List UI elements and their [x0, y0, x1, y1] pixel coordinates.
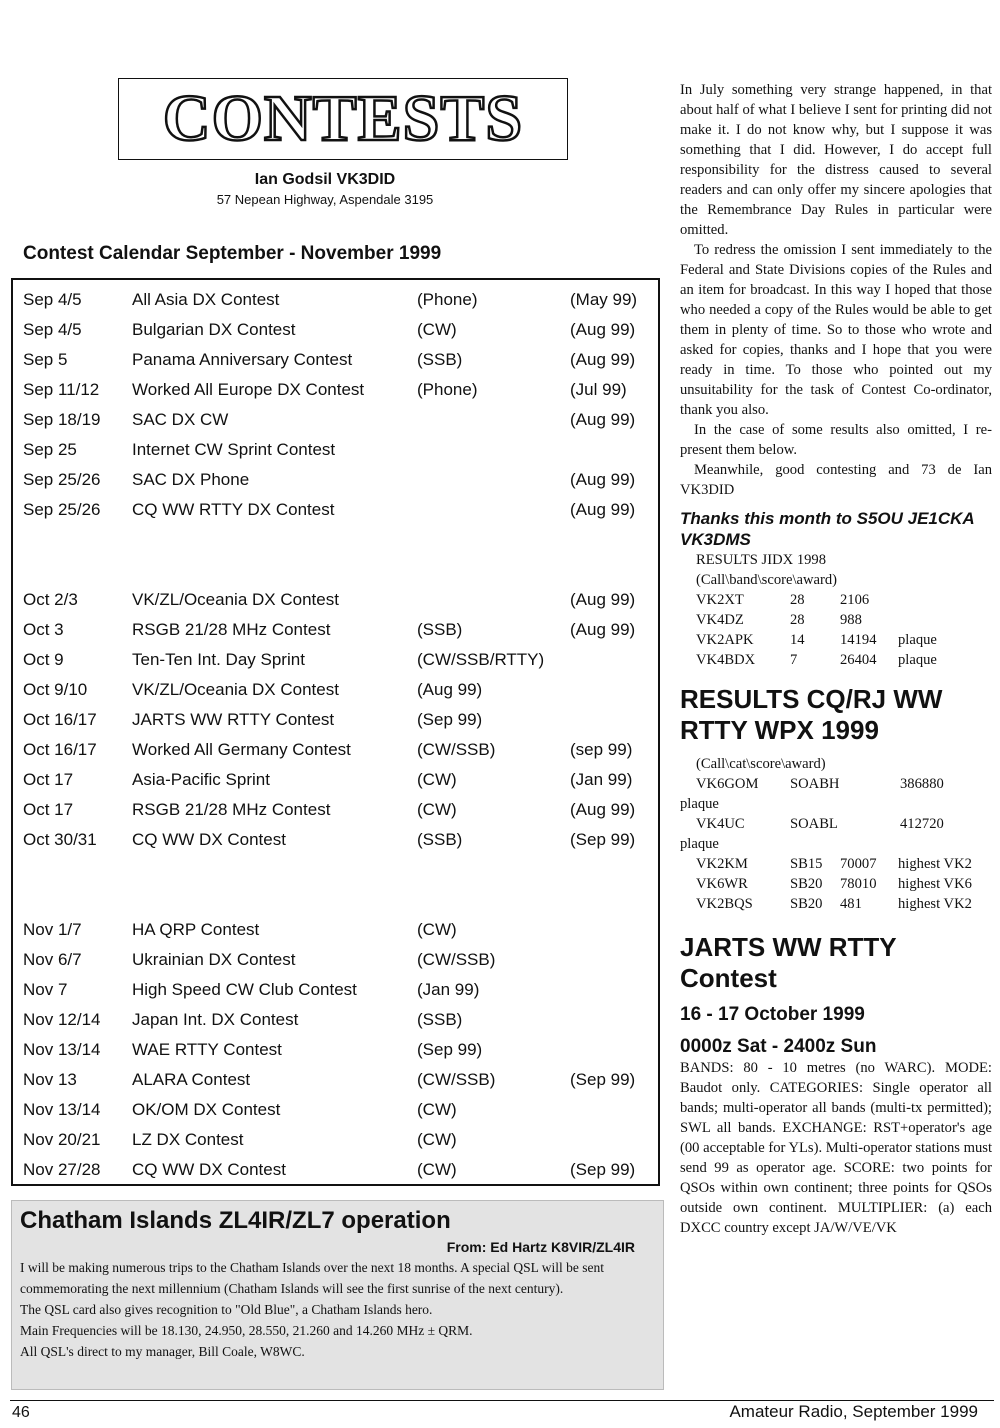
result-call: VK6GOM — [696, 776, 759, 792]
contest-reference: (Aug 99) — [570, 410, 636, 429]
contest-reference: (Sep 99) — [570, 1160, 636, 1179]
contest-date: Nov 13 — [23, 1070, 77, 1089]
table-row — [13, 440, 658, 466]
contest-name: Worked All Germany Contest — [132, 740, 351, 759]
contest-date: Nov 13/14 — [23, 1040, 101, 1059]
jidx-results — [680, 590, 992, 670]
table-row — [13, 770, 658, 796]
jidx-header: (Call\band\score\award) — [696, 572, 838, 588]
list-item — [680, 894, 992, 914]
cqrj-results-highest — [680, 854, 992, 914]
result-call: VK2APK — [696, 632, 754, 648]
contest-date: Oct 9/10 — [23, 680, 88, 699]
contest-reference: (Aug 99) — [570, 590, 636, 609]
page-number: 46 — [12, 1404, 30, 1421]
result-score: 2106 — [840, 592, 870, 608]
contest-name: OK/OM DX Contest — [132, 1100, 281, 1119]
result-score: 14194 — [840, 632, 877, 648]
contest-date: Sep 25/26 — [23, 500, 101, 519]
table-row — [13, 680, 658, 706]
contest-name: Internet CW Sprint Contest — [132, 440, 336, 459]
contest-reference: (Jan 99) — [570, 770, 633, 789]
author-name: Ian Godsil VK3DID — [254, 171, 396, 188]
thanks-heading: Thanks this month to S5OU JE1CKA VK3DMS — [680, 509, 975, 549]
jarts-date: 16 - 17 October 1999 — [680, 1004, 865, 1025]
contest-reference: (Aug 99) — [570, 320, 636, 339]
table-row — [13, 1100, 658, 1126]
contest-date: Oct 2/3 — [23, 590, 78, 609]
contest-date: Oct 9 — [23, 650, 64, 669]
contest-mode: (CW) — [417, 800, 457, 819]
result-award: plaque — [680, 796, 719, 812]
contests-logo — [118, 78, 568, 160]
contest-name: CQ WW DX Contest — [132, 1160, 286, 1179]
paragraph-3: In the case of some results also omitted, I re-present them below. — [680, 422, 992, 458]
contest-mode: (CW) — [417, 770, 457, 789]
table-row — [13, 290, 658, 316]
result-score: 26404 — [840, 652, 877, 668]
table-row — [13, 320, 658, 346]
contest-date: Oct 30/31 — [23, 830, 97, 849]
footer-rule — [10, 1400, 994, 1401]
contest-date: Oct 16/17 — [23, 710, 97, 729]
result-call: VK6WR — [696, 876, 748, 892]
contest-reference: (sep 99) — [570, 740, 633, 759]
chatham-from: From: Ed Hartz K8VIR/ZL4IR — [446, 1239, 635, 1255]
contest-reference: (Aug 99) — [570, 800, 636, 819]
result-cat: SB15 — [790, 856, 823, 872]
table-row — [13, 920, 658, 946]
result-call: VK4DZ — [696, 612, 744, 628]
author-address: 57 Nepean Highway, Aspendale 3195 — [216, 192, 434, 207]
table-row — [13, 1040, 658, 1066]
contest-name: JARTS WW RTTY Contest — [132, 710, 335, 729]
table-row — [13, 620, 658, 646]
cqrj-title: RESULTS CQ/RJ WW RTTY WPX 1999 — [680, 684, 943, 745]
contest-date: Sep 18/19 — [23, 410, 101, 429]
contest-name: HA QRP Contest — [132, 920, 260, 939]
contest-name: Worked All Europe DX Contest — [132, 380, 365, 399]
contest-mode: (CW/SSB) — [417, 740, 496, 759]
table-row — [13, 800, 658, 826]
result-award: highest VK2 — [898, 856, 972, 872]
contest-mode: (Sep 99) — [417, 710, 483, 729]
table-row — [13, 590, 658, 616]
chatham-line: I will be making numerous trips to the Chatham Islands over the next 18 months. A special QSL will be sent commemorating the next millennium (Chatham Islands will see the first sunrise of the next century). — [20, 1260, 605, 1296]
list-item — [680, 814, 992, 834]
contest-date: Sep 25 — [23, 440, 77, 459]
result-band: 7 — [790, 652, 798, 668]
table-row — [13, 1160, 658, 1186]
contest-name: VK/ZL/Oceania DX Contest — [132, 680, 339, 699]
chatham-line: Main Frequencies will be 18.130, 24.950, 28.550, 21.260 and 14.260 MHz ± QRM. — [20, 1323, 473, 1338]
contest-date: Oct 16/17 — [23, 740, 97, 759]
result-award: plaque — [680, 836, 719, 852]
result-award: highest VK6 — [898, 876, 972, 892]
result-score: 988 — [840, 612, 862, 628]
contest-name: CQ WW RTTY DX Contest — [132, 500, 335, 519]
contest-name: High Speed CW Club Contest — [132, 980, 357, 999]
contest-mode: (CW) — [417, 320, 457, 339]
table-row — [13, 950, 658, 976]
contest-reference: (Aug 99) — [570, 470, 636, 489]
contest-reference: (Aug 99) — [570, 500, 636, 519]
contest-name: CQ WW DX Contest — [132, 830, 286, 849]
contest-date: Nov 20/21 — [23, 1130, 101, 1149]
result-cat: SOABH — [790, 776, 840, 792]
contest-date: Nov 13/14 — [23, 1100, 101, 1119]
contest-reference: (Aug 99) — [570, 620, 636, 639]
result-call: VK4BDX — [696, 652, 756, 668]
contest-date: Sep 11/12 — [23, 380, 100, 399]
contest-name: RSGB 21/28 MHz Contest — [132, 800, 331, 819]
contest-date: Sep 4/5 — [23, 320, 82, 339]
contest-date: Nov 12/14 — [23, 1010, 101, 1029]
contest-name: Asia-Pacific Sprint — [132, 770, 270, 789]
contest-date: Nov 27/28 — [23, 1160, 101, 1179]
result-score: 78010 — [840, 876, 877, 892]
calendar-title: Contest Calendar September - November 1999 — [23, 243, 442, 264]
list-item — [680, 630, 992, 650]
result-cat: SOABL — [790, 816, 838, 832]
contest-date: Oct 17 — [23, 770, 74, 789]
contest-reference: (Aug 99) — [570, 350, 636, 369]
cqrj-header: (Call\cat\score\award) — [696, 756, 826, 772]
contest-reference: (Sep 99) — [570, 830, 636, 849]
table-row — [13, 500, 658, 526]
table-row — [13, 740, 658, 766]
jidx-title: RESULTS JIDX 1998 — [696, 552, 827, 568]
contest-mode: (CW) — [417, 1100, 457, 1119]
right-column — [680, 80, 992, 1238]
result-award: highest VK2 — [898, 896, 972, 912]
result-cat: SB20 — [790, 896, 823, 912]
result-award: plaque — [898, 632, 937, 648]
list-item — [680, 774, 992, 794]
paragraph-2: To redress the omission I sent immediately to the Federal and State Divisions copies of the Rules and an item for broadcast. In this way I hoped that those who needed a copy of the Rules would be able to get them in plenty of time. So to those who wrote and asked for copies, thanks and I hope that you were ready in time. To those who pointed out my unsuitability for the task of Contest Co-ordinator, thank you also. — [680, 242, 992, 418]
result-score: 70007 — [840, 856, 877, 872]
contest-mode: (Aug 99) — [417, 680, 483, 699]
contest-date: Sep 25/26 — [23, 470, 101, 489]
contest-calendar-table — [11, 278, 660, 1186]
contest-mode: (CW) — [417, 1130, 457, 1149]
contest-mode: (Phone) — [417, 290, 478, 309]
result-band: 28 — [790, 592, 805, 608]
list-item — [680, 610, 992, 630]
contest-name: RSGB 21/28 MHz Contest — [132, 620, 331, 639]
contest-name: WAE RTTY Contest — [132, 1040, 282, 1059]
contest-mode: (Jan 99) — [417, 980, 480, 999]
paragraph-1: In July something very strange happened, in that about half of what I believe I sent for printing did not make it. I do not know why, but I suppose it was something that I did. However, I do accept full responsibility for the distress caused to several readers and can only offer my sincere apologies that the Remembrance Day Rules in particular were omitted. — [680, 82, 992, 238]
table-row — [13, 350, 658, 376]
table-row — [13, 1130, 658, 1156]
contest-reference: (Jul 99) — [570, 380, 627, 399]
table-row — [13, 380, 658, 406]
table-row — [13, 1070, 658, 1096]
jarts-body: BANDS: 80 - 10 metres (no WARC). MODE: Baudot only. CATEGORIES: Single operator all bands; multi-operator all bands (multi-tx permitted); SWL all bands. EXCHANGE: RST+operator's age (00 acceptable for YLs). Multi-operator stations must send 99 as operator age. SCORE: two points for QSOs within own continent; three points for QSOs outside own continent. MULTIPLIER: (a) each DXCC country except JA/W/VE/VK — [680, 1060, 992, 1236]
contest-date: Sep 5 — [23, 350, 68, 369]
contest-date: Oct 17 — [23, 800, 74, 819]
contest-reference: (Sep 99) — [570, 1070, 636, 1089]
result-score: 412720 — [900, 816, 944, 832]
contest-date: Oct 3 — [23, 620, 64, 639]
table-row — [13, 650, 658, 676]
contest-mode: (SSB) — [417, 830, 463, 849]
table-row — [13, 410, 658, 436]
result-call: VK2KM — [696, 856, 748, 872]
contest-mode: (CW) — [417, 1160, 457, 1179]
contest-mode: (SSB) — [417, 350, 463, 369]
contest-name: Bulgarian DX Contest — [132, 320, 296, 339]
result-band: 14 — [790, 632, 805, 648]
contest-mode: (CW/SSB) — [417, 1070, 496, 1089]
result-cat: SB20 — [790, 876, 823, 892]
table-row — [13, 980, 658, 1006]
contest-mode: (CW/SSB/RTTY) — [417, 650, 545, 669]
contest-name: VK/ZL/Oceania DX Contest — [132, 590, 339, 609]
result-call: VK2XT — [696, 592, 744, 608]
contest-name: SAC DX Phone — [132, 470, 250, 489]
paragraph-4: Meanwhile, good contesting and 73 de Ian VK3DID — [680, 462, 992, 498]
contest-mode: (Phone) — [417, 380, 478, 399]
contest-name: Ukrainian DX Contest — [132, 950, 296, 969]
chatham-line: The QSL card also gives recognition to "Old Blue", a Chatham Islands hero. — [20, 1302, 433, 1317]
table-row — [13, 1010, 658, 1036]
contest-date: Nov 6/7 — [23, 950, 82, 969]
contest-mode: (CW/SSB) — [417, 950, 496, 969]
contest-date: Nov 1/7 — [23, 920, 82, 939]
list-item — [680, 854, 992, 874]
table-row — [13, 830, 658, 856]
chatham-box — [11, 1200, 664, 1390]
contest-name: All Asia DX Contest — [132, 290, 280, 309]
magazine-footer: Amateur Radio, September 1999 — [729, 1402, 978, 1421]
contest-mode: (Sep 99) — [417, 1040, 483, 1059]
contest-mode: (CW) — [417, 920, 457, 939]
chatham-title: Chatham Islands ZL4IR/ZL7 operation — [20, 1207, 451, 1234]
jarts-title: JARTS WW RTTY Contest — [680, 932, 897, 993]
contest-name: Ten-Ten Int. Day Sprint — [132, 650, 305, 669]
table-row — [13, 710, 658, 736]
table-row — [13, 470, 658, 496]
result-score: 386880 — [900, 776, 944, 792]
contest-mode: (SSB) — [417, 620, 463, 639]
list-item — [680, 650, 992, 670]
contest-reference: (May 99) — [570, 290, 638, 309]
contest-name: SAC DX CW — [132, 410, 229, 429]
contest-name: ALARA Contest — [132, 1070, 251, 1089]
result-score: 481 — [840, 896, 862, 912]
chatham-line: All QSL's direct to my manager, Bill Coale, W8WC. — [20, 1344, 305, 1359]
list-item — [680, 874, 992, 894]
contest-name: LZ DX Contest — [132, 1130, 244, 1149]
contest-date: Nov 7 — [23, 980, 68, 999]
contest-date: Sep 4/5 — [23, 290, 82, 309]
result-award: plaque — [898, 652, 937, 668]
list-item — [680, 590, 992, 610]
jarts-time: 0000z Sat - 2400z Sun — [680, 1036, 877, 1057]
result-call: VK4UC — [696, 816, 745, 832]
result-call: VK2BQS — [696, 896, 753, 912]
cqrj-results-plaque — [680, 774, 992, 854]
contest-name: Panama Anniversary Contest — [132, 350, 353, 369]
result-band: 28 — [790, 612, 805, 628]
contest-name: Japan Int. DX Contest — [132, 1010, 299, 1029]
logo-text: CONTESTS — [162, 82, 524, 155]
contest-mode: (SSB) — [417, 1010, 463, 1029]
